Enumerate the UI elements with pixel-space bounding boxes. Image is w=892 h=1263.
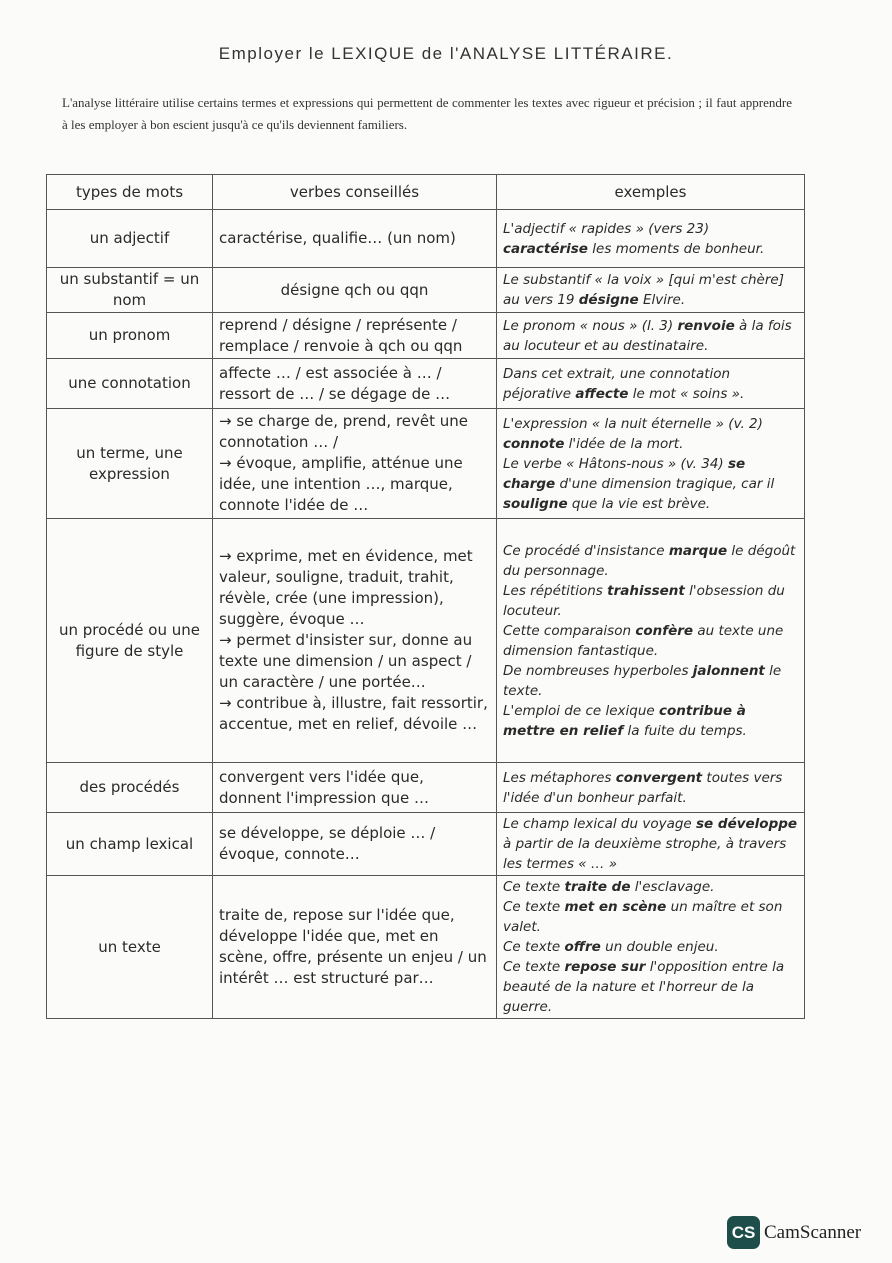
table-row: [47, 519, 805, 763]
example-text: la fuite du temps.: [623, 722, 747, 739]
table-header-row: [47, 175, 805, 210]
example-text: Ce texte: [503, 939, 565, 955]
word-type-cell: un substantif = un nom: [47, 268, 213, 313]
example-cell: [497, 268, 805, 313]
verbs-line: → contribue à, illustre, fait ressortir, accentue, met en relief, dévoile …: [219, 694, 488, 733]
example-cell: [497, 519, 805, 763]
example-text: Elvire.: [638, 292, 686, 308]
verbs-line: → se charge de, prend, revêt une connotation … /: [219, 412, 469, 451]
example-cell: [497, 313, 805, 359]
verbs-cell: traite de, repose sur l'idée que, développe l'idée que, met en scène, offre, présente un enjeu / un intérêt … est structuré par…: [213, 876, 497, 1019]
verbs-line: → permet d'insister sur, donne au texte une dimension / un aspect / un caractère / une portée…: [219, 631, 473, 691]
example-text: les moments de bonheur.: [587, 240, 765, 257]
example-text: Ce texte: [503, 899, 565, 915]
page-title: Employer le LEXIQUE de l'ANALYSE LITTÉRAIRE.: [218, 44, 674, 63]
example-text: que la vie est brève.: [567, 495, 711, 512]
example-text: Ce procédé d'insistance: [503, 542, 669, 559]
example-keyword: traite de: [564, 879, 631, 895]
verbs-cell: caractérise, qualifie… (un nom): [213, 210, 497, 268]
example-text: Les métaphores: [503, 769, 616, 786]
word-type-cell: une connotation: [47, 359, 213, 409]
table-row: [47, 268, 805, 313]
word-type-cell: un pronom: [47, 313, 213, 359]
example-keyword: désigne: [578, 292, 639, 308]
example-keyword: connote: [503, 435, 565, 452]
table-row: [47, 763, 805, 813]
word-type-cell: un champ lexical: [47, 813, 213, 876]
word-type-cell: un adjectif: [47, 210, 213, 268]
example-text: L'emploi de ce lexique: [503, 702, 660, 719]
example-text: l'esclavage.: [630, 879, 715, 895]
example-keyword: trahissent: [607, 582, 685, 599]
example-keyword: met en scène: [564, 899, 667, 915]
header-examples: exemples: [497, 175, 805, 210]
example-text: toutes vers l'idée d'un bonheur parfait.: [503, 769, 783, 806]
example-keyword: affecte: [575, 385, 629, 402]
example-cell: [497, 210, 805, 268]
example-text: Le substantif « la voix » [qui m'est chère] au vers 19: [503, 272, 784, 308]
verbs-line: → exprime, met en évidence, met valeur, souligne, traduit, trahit, révèle, crée (une impression), suggère, évoque …: [219, 547, 473, 628]
table-row: [47, 210, 805, 268]
example-keyword: souligne: [503, 495, 568, 512]
example-text: l'idée de la mort.: [564, 435, 684, 452]
example-text: un maître et son valet.: [503, 899, 783, 935]
header-verbs: verbes conseillés: [213, 175, 497, 210]
verbs-cell: désigne qch ou qqn: [213, 268, 497, 313]
example-text: De nombreuses hyperboles: [503, 662, 693, 679]
example-text: Les répétitions: [503, 582, 608, 599]
table-row: [47, 813, 805, 876]
table-row: [47, 876, 805, 1019]
verbs-cell: [213, 519, 497, 763]
example-text: Ce texte: [503, 959, 565, 975]
example-keyword: jalonnent: [692, 662, 765, 679]
example-text: Le champ lexical du voyage: [503, 816, 697, 832]
example-text: le dégoût du personnage.: [503, 542, 796, 579]
table-row: [47, 359, 805, 409]
example-text: le mot « soins ».: [628, 385, 745, 402]
example-keyword: confère: [635, 622, 694, 639]
example-text: Ce texte: [503, 879, 565, 895]
verbs-cell: se développe, se déploie … / évoque, connote…: [213, 813, 497, 876]
example-keyword: renvoie: [677, 317, 735, 334]
example-text: Dans cet extrait, une connotation péjorative: [503, 365, 731, 402]
camscanner-logo-icon: CS: [727, 1216, 760, 1249]
example-keyword: marque: [668, 542, 728, 559]
example-text: Le verbe « Hâtons-nous » (v. 34): [503, 455, 728, 472]
table-row: [47, 409, 805, 519]
example-text: L'expression « la nuit éternelle » (v. 2): [503, 415, 763, 432]
example-text: un double enjeu.: [600, 939, 719, 955]
word-type-cell: des procédés: [47, 763, 213, 813]
verbs-cell: convergent vers l'idée que, donnent l'impression que …: [213, 763, 497, 813]
example-keyword: offre: [564, 939, 601, 955]
word-type-cell: un procédé ou une figure de style: [47, 519, 213, 763]
verbs-line: → évoque, amplifie, atténue une idée, une intention …, marque, connote l'idée de …: [219, 454, 463, 514]
example-keyword: contribue à mettre en relief: [503, 702, 746, 739]
lexicon-table: [46, 174, 805, 1019]
example-text: à la fois au locuteur et au destinataire.: [503, 317, 792, 354]
header-types: types de mots: [47, 175, 213, 210]
example-cell: [497, 813, 805, 876]
example-cell: [497, 763, 805, 813]
example-keyword: repose sur: [564, 959, 646, 975]
example-text: l'obsession du locuteur.: [503, 582, 785, 619]
example-text: au texte une dimension fantastique.: [503, 622, 784, 659]
example-text: d'une dimension tragique, car il: [555, 475, 775, 492]
word-type-cell: un texte: [47, 876, 213, 1019]
verbs-cell: affecte … / est associée à … / ressort de … / se dégage de …: [213, 359, 497, 409]
example-cell: [497, 359, 805, 409]
example-text: l'opposition entre la beauté de la nature et l'horreur de la guerre.: [503, 959, 785, 1015]
camscanner-label: CamScanner: [764, 1221, 862, 1243]
example-text: L'adjectif « rapides » (vers 23): [503, 220, 710, 237]
example-cell: [497, 409, 805, 519]
example-keyword: se développe: [696, 816, 798, 832]
example-text: à partir de la deuxième strophe, à travers les termes « … »: [503, 836, 787, 872]
example-keyword: caractérise: [503, 240, 588, 257]
verbs-cell: [213, 409, 497, 519]
word-type-cell: un terme, une expression: [47, 409, 213, 519]
intro-paragraph: L'analyse littéraire utilise certains termes et expressions qui permettent de commenter les textes avec rigueur et précision ; il faut apprendre à les employer à bon escient jusqu'à ce qu'ils deviennent familiers.: [62, 95, 792, 132]
example-text: Le pronom « nous » (l. 3): [503, 317, 678, 334]
example-keyword: convergent: [615, 769, 703, 786]
example-cell: [497, 876, 805, 1019]
example-keyword: se charge: [503, 455, 746, 492]
example-text: le texte.: [503, 662, 782, 699]
camscanner-watermark: [727, 1216, 861, 1249]
table-row: [47, 313, 805, 359]
example-text: Cette comparaison: [503, 622, 636, 639]
verbs-cell: reprend / désigne / représente / remplace / renvoie à qch ou qqn: [213, 313, 497, 359]
